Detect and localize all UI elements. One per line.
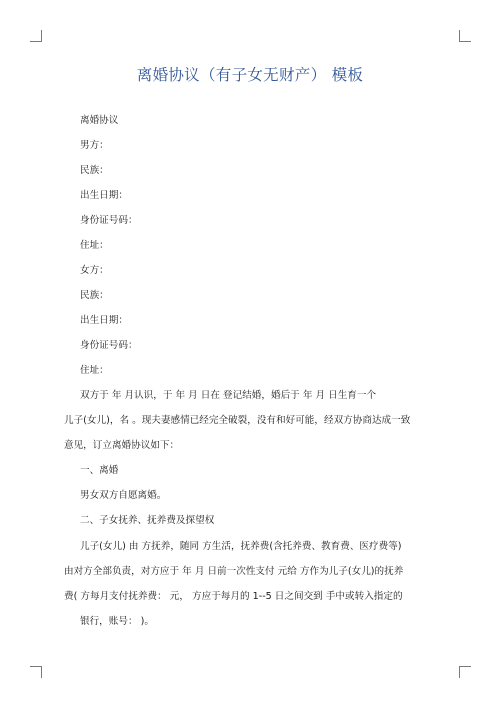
paragraph-custody-line-3: 费( 方每月支付抚养费： 元， 方应于每月的 1--5 日之间交到 手中或转入指定的 <box>64 591 403 602</box>
paragraph-custody-line-4: 银行，账号： )。 <box>80 616 154 627</box>
page-corner-mark-top-right <box>459 30 471 42</box>
page-corner-mark-bottom-right <box>459 666 471 678</box>
paragraph-custody-line-1: 儿子(女儿) 由 方抚养，随同 方生活，抚养费(含托养费、教育费、医疗费等) <box>80 541 402 552</box>
field-male-birthdate: 出生日期： <box>80 190 128 201</box>
section-heading-child-custody: 二、子女抚养、抚养费及探望权 <box>80 515 215 526</box>
paragraph-custody-line-2: 由对方全部负责，对方应于 年 月 日前一次性支付 元给 方作为儿子(女儿)的抚养 <box>64 566 404 577</box>
field-female-id-number: 身份证号码： <box>80 340 138 351</box>
section-divorce-text: 男女双方自愿离婚。 <box>80 490 167 501</box>
document-title: 离婚协议（有子女无财产） 模板 <box>136 66 364 84</box>
page-corner-mark-bottom-left <box>30 666 42 678</box>
field-female-birthdate: 出生日期： <box>80 315 128 326</box>
field-male-party: 男方： <box>80 140 109 151</box>
paragraph-intro-line-1: 双方于 年 月认识，于 年 月 日在 登记结婚，婚后于 年 月 日生育一个 <box>80 390 377 401</box>
field-female-address: 住址： <box>80 365 109 376</box>
field-male-ethnicity: 民族： <box>80 165 109 176</box>
section-heading-divorce: 一、离婚 <box>80 465 119 476</box>
heading-agreement: 离婚协议 <box>80 115 119 126</box>
field-male-address: 住址： <box>80 240 109 251</box>
page-corner-mark-top-left <box>30 30 42 42</box>
field-female-party: 女方： <box>80 265 109 276</box>
paragraph-intro-line-3: 意见，订立离婚协议如下： <box>64 440 180 451</box>
field-male-id-number: 身份证号码： <box>80 215 138 226</box>
field-female-ethnicity: 民族： <box>80 290 109 301</box>
paragraph-intro-line-2: 儿子(女儿)，名 。现夫妻感情已经完全破裂，没有和好可能，经双方协商达成一致 <box>64 415 411 426</box>
